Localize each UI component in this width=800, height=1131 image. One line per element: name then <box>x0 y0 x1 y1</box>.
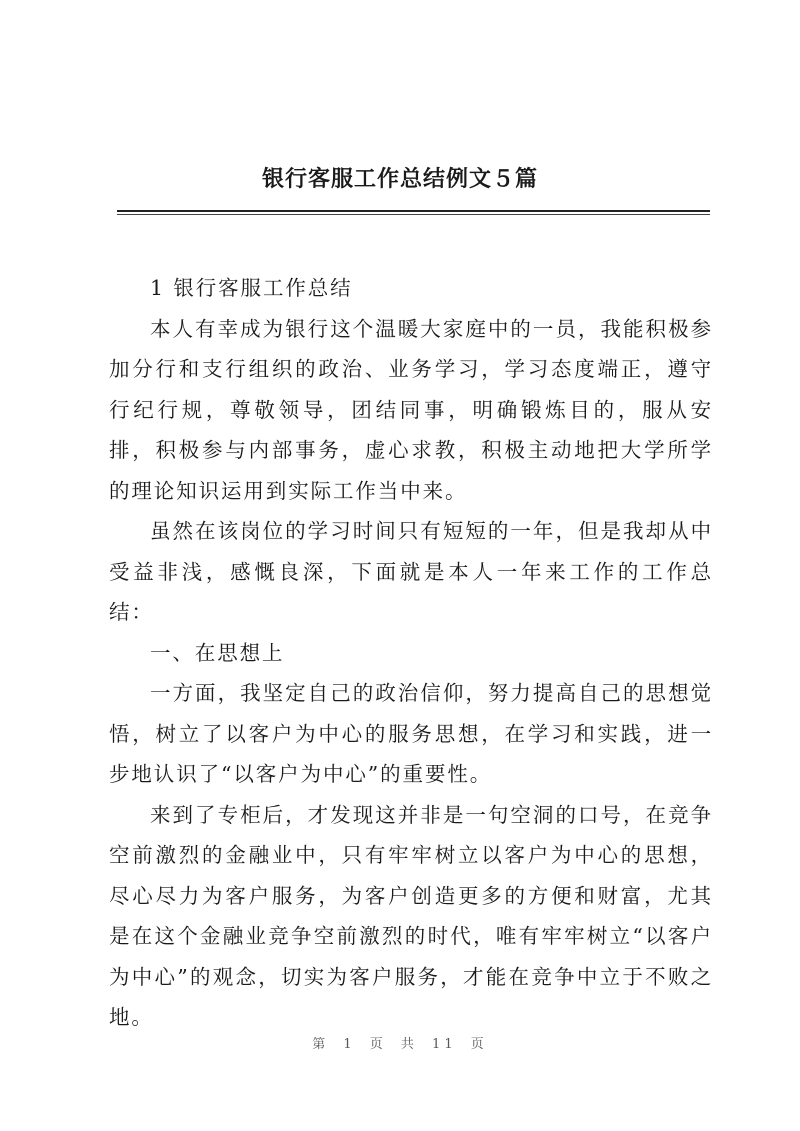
body-paragraph: 虽然在该岗位的学习时间只有短短的一年，但是我却从中受益非浅，感慨良深，下面就是本人一年来工作的工作总结： <box>109 519 713 624</box>
body-paragraph: 来到了专柜后，才发现这并非是一句空洞的口号，在竞争空前激烈的金融业中，只有牢牢树立以客户为中心的思想，尽心尽力为客户服务，为客户创造更多的方便和财富，尤其是在这个金融业竞争空前激烈的时代，唯有牢牢树立“以客户为中心”的观念，切实为客户服务，才能在竞争中立于不败之地。 <box>109 802 713 1029</box>
document-title: 银行客服工作总结例文５篇 <box>261 166 538 192</box>
section-heading: 1 银行客服工作总结 <box>150 276 353 300</box>
page-footer: 第 1 页 共 11 页 <box>312 1037 488 1052</box>
document-body <box>109 268 713 1038</box>
subsection-heading: 一、在思想上 <box>150 640 285 665</box>
body-paragraph: 本人有幸成为银行这个温暖大家庭中的一员，我能积极参加分行和支行组织的政治、业务学习，学习态度端正，遵守行纪行规，尊敬领导，团结同事，明确锻炼目的，服从安排，积极参与内部事务，虚心求教，积极主动地把大学所学的理论知识运用到实际工作当中来。 <box>109 316 713 503</box>
body-paragraph: 一方面，我坚定自己的政治信仰，努力提高自己的思想觉悟，树立了以客户为中心的服务思想，在学习和实践，进一步地认识了“以客户为中心”的重要性。 <box>109 681 713 786</box>
title-divider-thick <box>117 210 710 212</box>
title-divider-thin <box>117 214 710 215</box>
